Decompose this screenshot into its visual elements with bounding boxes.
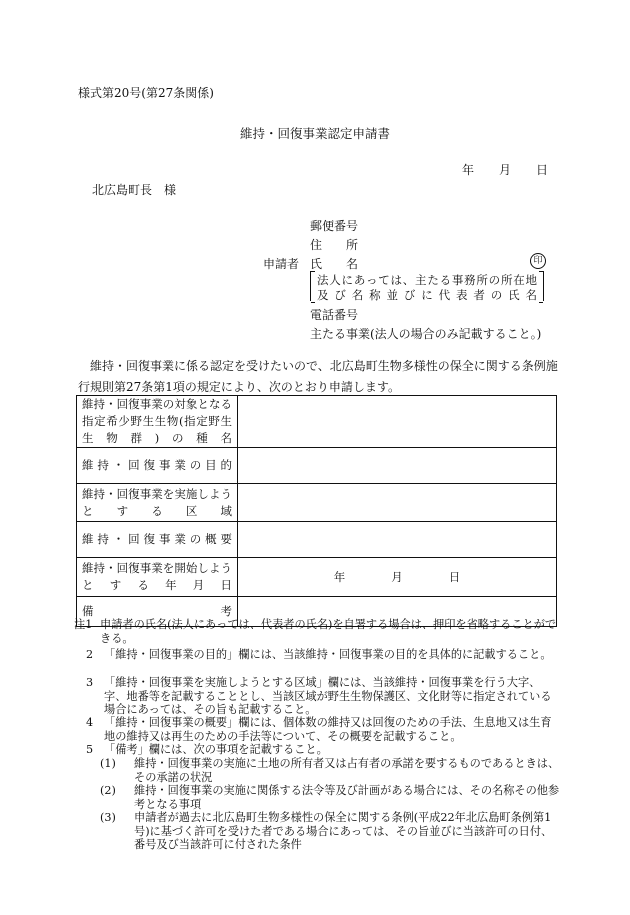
phone-label: 電話番号: [310, 308, 359, 322]
remarks-label: 備考: [77, 597, 238, 627]
note-number: 注1: [74, 618, 93, 631]
corporate-note-line-1: 法人にあっては、主たる事務所の所在地: [317, 273, 537, 287]
note-2: [86, 648, 560, 662]
table-row: [77, 396, 557, 448]
date-month-label: 月: [499, 163, 512, 177]
table-row: [77, 558, 557, 597]
purpose-label: 維持・回復事業の目的: [77, 448, 238, 484]
note-number: (1): [100, 757, 116, 770]
date-year-label: 年: [462, 163, 475, 177]
table-row: [77, 484, 557, 522]
note-text: 申請者が過去に北広島町生物多様性の保全に関する条例(平成22年北広島町条例第1号)に基づく許可を受けた者である場合にあっては、その旨並びに当該許可の日付、番号及び当該許可に付された条件: [134, 811, 553, 851]
table-row: [77, 448, 557, 484]
note-5-1: [100, 757, 560, 784]
corporate-note-line-2: 及び名称並びに代表者の氏名: [317, 288, 537, 302]
purpose-field[interactable]: [238, 448, 557, 484]
note-text: 維持・回復事業の実施に土地の所有者又は占有者の承諾を要するものであるときは、その承諾の状況: [134, 757, 560, 784]
note-5-2: [100, 784, 560, 811]
note-text: 申請者の氏名(法人にあっては、代表者の氏名)を自署する場合は、押印を省略することができる。: [100, 618, 557, 645]
note-number: (2): [100, 784, 116, 797]
start-date-label: 維持・回復事業を開始しようとする年月日: [77, 558, 238, 597]
area-field[interactable]: [238, 484, 557, 522]
note-number: (3): [100, 811, 116, 824]
addressee: 北広島町長 様: [92, 183, 177, 197]
start-date-day: 日: [448, 570, 461, 584]
note-text: 「維持・回復事業の目的」欄には、当該維持・回復事業の目的を具体的に記載すること。: [104, 648, 552, 661]
note-number: 4: [86, 716, 94, 729]
form-number: 様式第20号(第27条関係): [78, 86, 214, 100]
note-3: [86, 676, 560, 717]
date-day-label: 日: [536, 163, 549, 177]
note-number: 3: [86, 676, 94, 689]
note-number: 5: [86, 743, 94, 756]
note-5: [86, 743, 560, 757]
table-row: [77, 522, 557, 558]
start-date-year: 年: [333, 570, 346, 584]
address-label: 住 所: [310, 238, 359, 252]
summary-field[interactable]: [238, 522, 557, 558]
name-label: 氏 名: [310, 257, 359, 271]
document-title: 維持・回復事業認定申請書: [239, 126, 390, 141]
start-date-field[interactable]: [238, 558, 557, 597]
corporate-note-bracket: [310, 271, 544, 301]
intro-text: 維持・回復事業に係る認定を受けたいので、北広島町生物多様性の保全に関する条例施行規則第27条第1項の規定により、次のとおり申請します。: [78, 359, 558, 394]
application-table: [76, 395, 557, 627]
note-5-3: [100, 811, 560, 852]
note-1: [74, 618, 560, 645]
species-field[interactable]: [238, 396, 557, 448]
start-date-month: 月: [391, 570, 403, 584]
note-text: 維持・回復事業の実施に関係する法令等及び計画がある場合には、その名称その他参考となる事項: [134, 784, 560, 811]
summary-label: 維持・回復事業の概要: [77, 522, 238, 558]
species-label: 維持・回復事業の対象となる指定希少野生生物(指定野生生物群)の種名: [77, 396, 238, 448]
note-number: 2: [86, 648, 94, 661]
note-text: 「備考」欄には、次の事項を記載すること。: [104, 743, 328, 756]
postal-code-label: 郵便番号: [310, 219, 359, 233]
note-4: [86, 716, 560, 743]
note-text: 「維持・回復事業を実施しようとする区域」欄には、当該維持・回復事業を行う大字、字、地番等を記載することとし、当該区域が野生生物保護区、文化財等に指定されている場合にあっては、その旨も記載すること。: [104, 676, 552, 716]
applicant-label: 申請者: [263, 257, 300, 271]
seal-mark: 印: [530, 253, 546, 269]
main-business-label: 主たる事業(法人の場合のみ記載すること。): [310, 327, 542, 341]
note-text: 「維持・回復事業の概要」欄には、個体数の維持又は回復のための手法、生息地又は生育地の維持又は再生のための手法等について、その概要を記載すること。: [104, 716, 552, 743]
area-label: 維持・回復事業を実施しようとする区域: [77, 484, 238, 522]
